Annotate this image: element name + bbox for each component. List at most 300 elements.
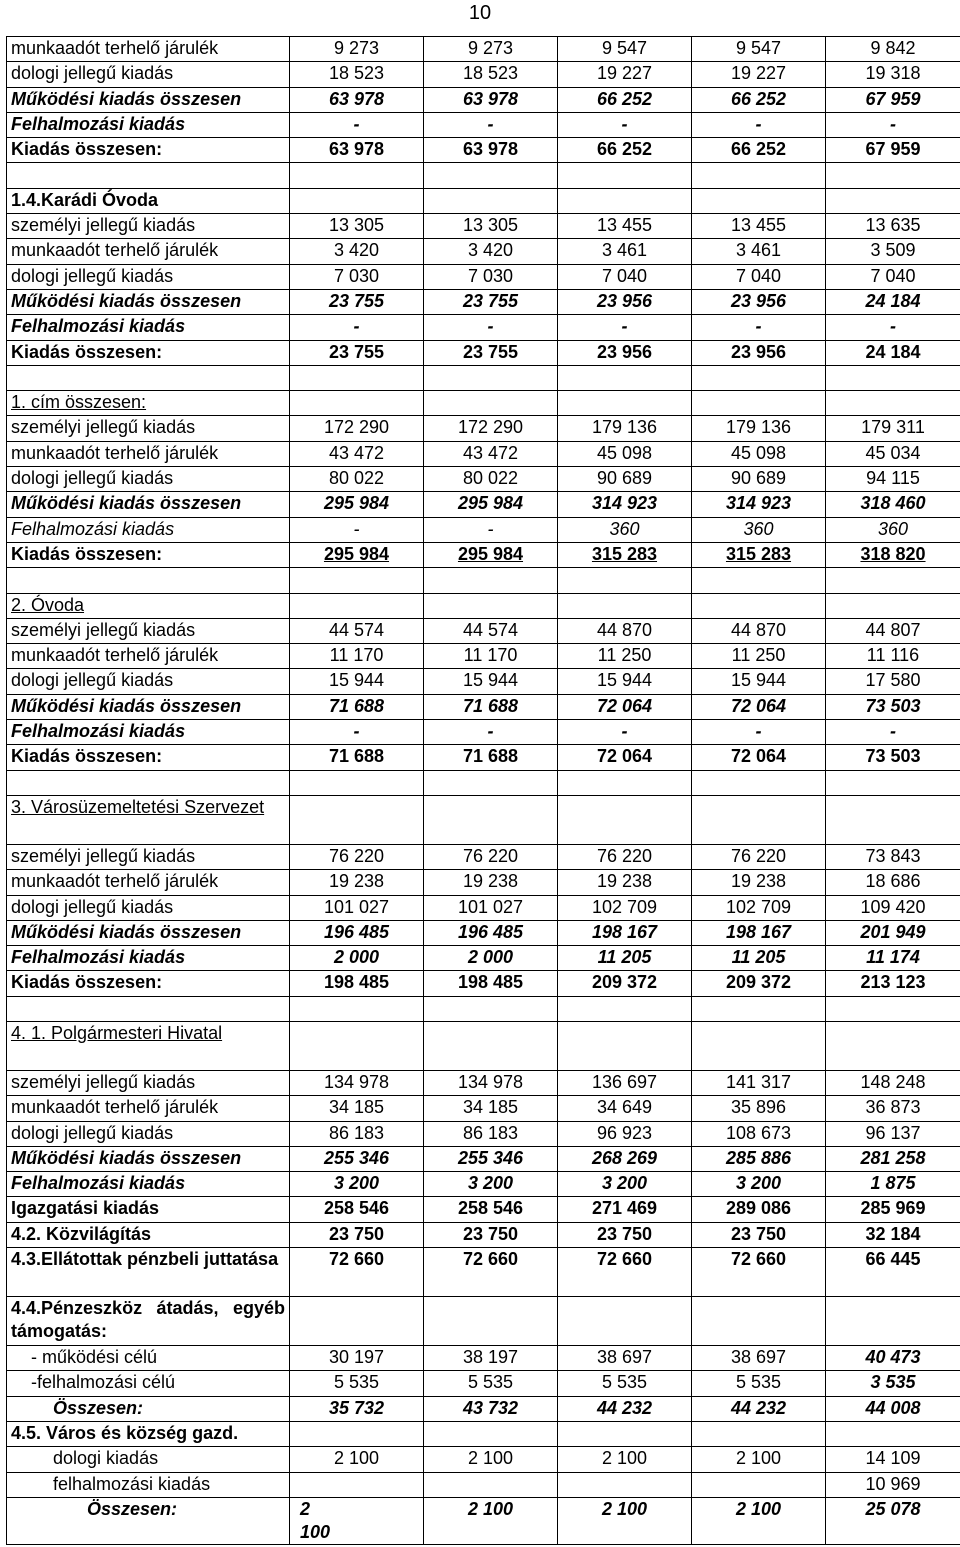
value-cell: 11 170 [424, 644, 558, 669]
value-cell: 66 252 [558, 138, 692, 163]
row-label: dologi kiadás [7, 1447, 290, 1472]
value-cell: 315 283 [692, 542, 826, 567]
table-row [7, 644, 960, 669]
value-cell: 2 100 [692, 1447, 826, 1472]
value-cell: 3 420 [424, 239, 558, 264]
value-cell: 7 040 [826, 264, 960, 289]
value-cell: 141 317 [692, 1070, 826, 1095]
value-cell: 136 697 [558, 1070, 692, 1095]
page-number: 10 [468, 2, 492, 24]
value-cell: 198 485 [424, 971, 558, 996]
row-label: 3. Városüzemeltetési Szervezet [7, 795, 290, 844]
table-row [7, 416, 960, 441]
table-row [7, 618, 960, 643]
row-label: munkaadót terhelő járulék [7, 37, 290, 62]
row-label: munkaadót terhelő járulék [7, 644, 290, 669]
table-row [7, 239, 960, 264]
value-cell: 86 183 [424, 1121, 558, 1146]
table-row [7, 542, 960, 567]
value-cell: 73 843 [826, 844, 960, 869]
row-label: Felhalmozási kiadás [7, 720, 290, 745]
row-label: Felhalmozási kiadás [7, 517, 290, 542]
table-row [7, 1172, 960, 1197]
value-cell [692, 1421, 826, 1446]
table-row [7, 1371, 960, 1396]
value-cell [424, 593, 558, 618]
value-cell: 35 732 [290, 1396, 424, 1421]
table-row [7, 1472, 960, 1497]
value-cell: 5 535 [424, 1371, 558, 1396]
value-cell: 71 688 [424, 694, 558, 719]
value-cell [558, 1297, 692, 1346]
table-row [7, 188, 960, 213]
value-cell: 96 923 [558, 1121, 692, 1146]
value-cell [826, 163, 960, 188]
value-cell: 72 660 [424, 1248, 558, 1297]
value-cell: 2 000 [424, 946, 558, 971]
value-cell [826, 365, 960, 390]
table-row [7, 1070, 960, 1095]
value-cell: 23 956 [558, 289, 692, 314]
value-cell: 66 252 [692, 87, 826, 112]
value-cell: - [692, 720, 826, 745]
row-label: munkaadót terhelő járulék [7, 870, 290, 895]
value-cell: - [290, 720, 424, 745]
value-cell: 9 273 [290, 37, 424, 62]
table-row [7, 870, 960, 895]
value-cell: 2 100 [290, 1447, 424, 1472]
table-row [7, 62, 960, 87]
value-cell: 18 523 [290, 62, 424, 87]
row-label: Felhalmozási kiadás [7, 1172, 290, 1197]
table-row [7, 720, 960, 745]
value-cell [290, 391, 424, 416]
value-cell: 11 174 [826, 946, 960, 971]
value-cell [558, 996, 692, 1021]
value-cell: 19 318 [826, 62, 960, 87]
table-row [7, 1197, 960, 1222]
value-cell: 23 750 [558, 1222, 692, 1247]
row-label: Működési kiadás összesen [7, 492, 290, 517]
table-row [7, 138, 960, 163]
value-cell: 360 [558, 517, 692, 542]
value-cell: 19 238 [692, 870, 826, 895]
value-cell [826, 568, 960, 593]
value-cell [692, 391, 826, 416]
value-cell: 255 346 [424, 1146, 558, 1171]
value-cell: 23 750 [424, 1222, 558, 1247]
value-cell: 11 205 [692, 946, 826, 971]
value-cell: 23 956 [692, 289, 826, 314]
table-row [7, 340, 960, 365]
value-cell: 18 523 [424, 62, 558, 87]
value-cell: 14 109 [826, 1447, 960, 1472]
value-cell: 11 250 [558, 644, 692, 669]
value-cell: 7 030 [290, 264, 424, 289]
row-label [7, 996, 290, 1021]
value-cell: 13 455 [558, 214, 692, 239]
value-cell: - [826, 720, 960, 745]
value-cell: 3 200 [558, 1172, 692, 1197]
value-cell: 43 732 [424, 1396, 558, 1421]
row-label: személyi jellegű kiadás [7, 416, 290, 441]
value-cell: 13 635 [826, 214, 960, 239]
value-cell: 3 461 [558, 239, 692, 264]
value-cell [692, 593, 826, 618]
table-row [7, 365, 960, 390]
value-cell: 63 978 [424, 138, 558, 163]
value-cell: - [424, 517, 558, 542]
value-cell: 25 078 [826, 1497, 960, 1544]
value-cell: 90 689 [692, 467, 826, 492]
value-cell [290, 1472, 424, 1497]
table-row [7, 568, 960, 593]
value-cell: 281 258 [826, 1146, 960, 1171]
value-cell: 3 420 [290, 239, 424, 264]
value-cell: 72 064 [558, 745, 692, 770]
value-cell [826, 1421, 960, 1446]
value-cell: 23 755 [290, 340, 424, 365]
value-cell: 295 984 [424, 492, 558, 517]
row-label: Működési kiadás összesen [7, 920, 290, 945]
value-cell: 32 184 [826, 1222, 960, 1247]
value-cell [290, 1021, 424, 1070]
value-cell [558, 770, 692, 795]
value-cell: 43 472 [290, 441, 424, 466]
value-cell: 209 372 [558, 971, 692, 996]
value-cell: 63 978 [424, 87, 558, 112]
value-cell: 36 873 [826, 1096, 960, 1121]
row-label: 1.4.Karádi Óvoda [7, 188, 290, 213]
value-cell [290, 568, 424, 593]
value-cell [290, 770, 424, 795]
table-row [7, 669, 960, 694]
table-row [7, 289, 960, 314]
value-cell: 19 238 [290, 870, 424, 895]
value-cell: 19 238 [558, 870, 692, 895]
row-label: dologi jellegű kiadás [7, 467, 290, 492]
value-cell: 209 372 [692, 971, 826, 996]
value-cell: 314 923 [558, 492, 692, 517]
value-cell: 5 535 [692, 1371, 826, 1396]
value-cell: - [558, 720, 692, 745]
value-cell [558, 568, 692, 593]
value-cell: 7 030 [424, 264, 558, 289]
value-cell [558, 391, 692, 416]
value-cell: 71 688 [290, 694, 424, 719]
value-cell [290, 163, 424, 188]
value-cell: 35 896 [692, 1096, 826, 1121]
value-cell: 66 252 [558, 87, 692, 112]
value-cell: 96 137 [826, 1121, 960, 1146]
value-cell: - [826, 112, 960, 137]
value-cell: 2 100 [424, 1497, 558, 1544]
value-cell: 44 807 [826, 618, 960, 643]
table-row [7, 1297, 960, 1346]
value-cell: 285 969 [826, 1197, 960, 1222]
value-cell [424, 1021, 558, 1070]
value-cell: 44 232 [692, 1396, 826, 1421]
row-label: Felhalmozási kiadás [7, 112, 290, 137]
value-cell: 18 686 [826, 870, 960, 895]
value-cell: 11 116 [826, 644, 960, 669]
value-cell: 90 689 [558, 467, 692, 492]
value-cell: 285 886 [692, 1146, 826, 1171]
table-row [7, 112, 960, 137]
value-cell: 44 574 [424, 618, 558, 643]
table-row [7, 1248, 960, 1297]
value-cell: 109 420 [826, 895, 960, 920]
row-label: dologi jellegű kiadás [7, 669, 290, 694]
row-label: munkaadót terhelő járulék [7, 1096, 290, 1121]
value-cell: 134 978 [290, 1070, 424, 1095]
value-cell: 3 200 [290, 1172, 424, 1197]
value-cell: 15 944 [692, 669, 826, 694]
table-row [7, 163, 960, 188]
value-cell: 258 546 [290, 1197, 424, 1222]
value-cell: 23 956 [558, 340, 692, 365]
value-cell [424, 1297, 558, 1346]
value-cell: 72 660 [290, 1248, 424, 1297]
value-cell: 258 546 [424, 1197, 558, 1222]
value-cell: 19 227 [558, 62, 692, 87]
value-cell [826, 391, 960, 416]
table-row [7, 315, 960, 340]
row-label: 4.2. Közvilágítás [7, 1222, 290, 1247]
table-row [7, 920, 960, 945]
row-label: 4. 1. Polgármesteri Hivatal [7, 1021, 290, 1070]
row-label: munkaadót terhelő járulék [7, 239, 290, 264]
value-cell: 318 460 [826, 492, 960, 517]
value-cell: 45 098 [692, 441, 826, 466]
value-cell: 13 455 [692, 214, 826, 239]
value-cell: 76 220 [290, 844, 424, 869]
value-cell: 172 290 [424, 416, 558, 441]
value-cell [826, 1297, 960, 1346]
value-cell: - [558, 112, 692, 137]
value-cell: 101 027 [290, 895, 424, 920]
row-label: 4.5. Város és község gazd. [7, 1421, 290, 1446]
value-cell [424, 391, 558, 416]
value-cell: 76 220 [692, 844, 826, 869]
value-cell: - [692, 315, 826, 340]
value-cell: 295 984 [424, 542, 558, 567]
value-cell: 196 485 [290, 920, 424, 945]
value-cell: 2 100 [290, 1497, 424, 1544]
value-cell: 11 250 [692, 644, 826, 669]
value-cell: 2 100 [692, 1497, 826, 1544]
value-cell: 38 697 [692, 1346, 826, 1371]
table-row [7, 87, 960, 112]
row-label: személyi jellegű kiadás [7, 1070, 290, 1095]
value-cell: 38 697 [558, 1346, 692, 1371]
row-label: Felhalmozási kiadás [7, 946, 290, 971]
value-cell: 19 227 [692, 62, 826, 87]
value-cell: 2 100 [558, 1447, 692, 1472]
value-cell: 5 535 [290, 1371, 424, 1396]
value-cell: 73 503 [826, 745, 960, 770]
value-cell [826, 770, 960, 795]
row-label: Felhalmozási kiadás [7, 315, 290, 340]
value-cell: 86 183 [290, 1121, 424, 1146]
value-cell: 7 040 [692, 264, 826, 289]
row-label: Kiadás összesen: [7, 340, 290, 365]
value-cell [558, 163, 692, 188]
value-cell: 13 305 [424, 214, 558, 239]
value-cell [558, 1021, 692, 1070]
value-cell: 67 959 [826, 138, 960, 163]
row-label: Összesen: [7, 1497, 290, 1544]
value-cell: 80 022 [424, 467, 558, 492]
row-label [7, 568, 290, 593]
value-cell: 76 220 [424, 844, 558, 869]
table-row [7, 1421, 960, 1446]
value-cell [692, 795, 826, 844]
value-cell [558, 365, 692, 390]
value-cell: 23 750 [290, 1222, 424, 1247]
value-cell: 196 485 [424, 920, 558, 945]
row-label: Kiadás összesen: [7, 138, 290, 163]
value-cell: 15 944 [290, 669, 424, 694]
value-cell: 289 086 [692, 1197, 826, 1222]
value-cell: 271 469 [558, 1197, 692, 1222]
value-cell [558, 795, 692, 844]
row-label: 1. cím összesen: [7, 391, 290, 416]
value-cell: 73 503 [826, 694, 960, 719]
table-row [7, 1346, 960, 1371]
table-row [7, 391, 960, 416]
value-cell: - [290, 315, 424, 340]
value-cell: 7 040 [558, 264, 692, 289]
value-cell: 108 673 [692, 1121, 826, 1146]
value-cell: - [558, 315, 692, 340]
value-cell: 24 184 [826, 289, 960, 314]
value-cell [826, 1021, 960, 1070]
value-cell: 2 100 [558, 1497, 692, 1544]
value-cell: 2 000 [290, 946, 424, 971]
row-label [7, 770, 290, 795]
value-cell: 45 034 [826, 441, 960, 466]
value-cell: 30 197 [290, 1346, 424, 1371]
value-cell [290, 1421, 424, 1446]
value-cell [558, 593, 692, 618]
value-cell: 23 750 [692, 1222, 826, 1247]
value-cell [692, 163, 826, 188]
value-cell [290, 996, 424, 1021]
value-cell: 198 167 [558, 920, 692, 945]
table-row [7, 1447, 960, 1472]
table-row [7, 996, 960, 1021]
value-cell: 9 547 [692, 37, 826, 62]
value-cell: 102 709 [558, 895, 692, 920]
value-cell: 2 100 [424, 1447, 558, 1472]
table-row [7, 492, 960, 517]
table-row [7, 441, 960, 466]
value-cell [692, 1021, 826, 1070]
value-cell: 72 660 [558, 1248, 692, 1297]
table-row [7, 467, 960, 492]
row-label: dologi jellegű kiadás [7, 264, 290, 289]
value-cell: 72 064 [692, 694, 826, 719]
value-cell: 71 688 [290, 745, 424, 770]
row-label [7, 163, 290, 188]
value-cell: 72 064 [692, 745, 826, 770]
value-cell [692, 188, 826, 213]
table-row [7, 694, 960, 719]
value-cell: 179 136 [558, 416, 692, 441]
row-label: Kiadás összesen: [7, 971, 290, 996]
value-cell: 9 273 [424, 37, 558, 62]
table-row [7, 517, 960, 542]
table-row [7, 795, 960, 844]
budget-table [6, 36, 960, 1545]
row-label: dologi jellegű kiadás [7, 895, 290, 920]
value-cell: 3 200 [692, 1172, 826, 1197]
value-cell [290, 795, 424, 844]
value-cell: 315 283 [558, 542, 692, 567]
value-cell: 179 311 [826, 416, 960, 441]
value-cell: 43 472 [424, 441, 558, 466]
value-cell: 318 820 [826, 542, 960, 567]
value-cell: 148 248 [826, 1070, 960, 1095]
row-label: Működési kiadás összesen [7, 694, 290, 719]
row-label: személyi jellegű kiadás [7, 618, 290, 643]
table-row [7, 1096, 960, 1121]
value-cell [826, 996, 960, 1021]
value-cell: - [290, 517, 424, 542]
value-cell: - [290, 112, 424, 137]
row-label [7, 365, 290, 390]
value-cell: 24 184 [826, 340, 960, 365]
value-cell: 201 949 [826, 920, 960, 945]
value-cell: 11 170 [290, 644, 424, 669]
row-label: Működési kiadás összesen [7, 289, 290, 314]
value-cell: 23 755 [290, 289, 424, 314]
value-cell: - [826, 315, 960, 340]
value-cell [692, 568, 826, 593]
value-cell [692, 996, 826, 1021]
value-cell: 44 232 [558, 1396, 692, 1421]
value-cell [692, 1297, 826, 1346]
value-cell [826, 795, 960, 844]
table-row [7, 1021, 960, 1070]
table-row [7, 1497, 960, 1544]
value-cell: - [424, 315, 558, 340]
value-cell [424, 1421, 558, 1446]
value-cell [424, 163, 558, 188]
value-cell [558, 1472, 692, 1497]
row-label: dologi jellegű kiadás [7, 62, 290, 87]
table-row [7, 37, 960, 62]
value-cell: 102 709 [692, 895, 826, 920]
value-cell: 268 269 [558, 1146, 692, 1171]
value-cell: 10 969 [826, 1472, 960, 1497]
row-label: 4.4.Pénzeszköz átadás, egyéb támogatás: [7, 1297, 290, 1346]
value-cell: 17 580 [826, 669, 960, 694]
value-cell: 314 923 [692, 492, 826, 517]
value-cell: 23 956 [692, 340, 826, 365]
value-cell: 9 842 [826, 37, 960, 62]
value-cell: 3 200 [424, 1172, 558, 1197]
value-cell: 38 197 [424, 1346, 558, 1371]
row-label: Működési kiadás összesen [7, 87, 290, 112]
value-cell: 3 535 [826, 1371, 960, 1396]
table-row [7, 214, 960, 239]
value-cell: 3 509 [826, 239, 960, 264]
row-label: - működési célú [7, 1346, 290, 1371]
row-label: személyi jellegű kiadás [7, 214, 290, 239]
value-cell: 76 220 [558, 844, 692, 869]
